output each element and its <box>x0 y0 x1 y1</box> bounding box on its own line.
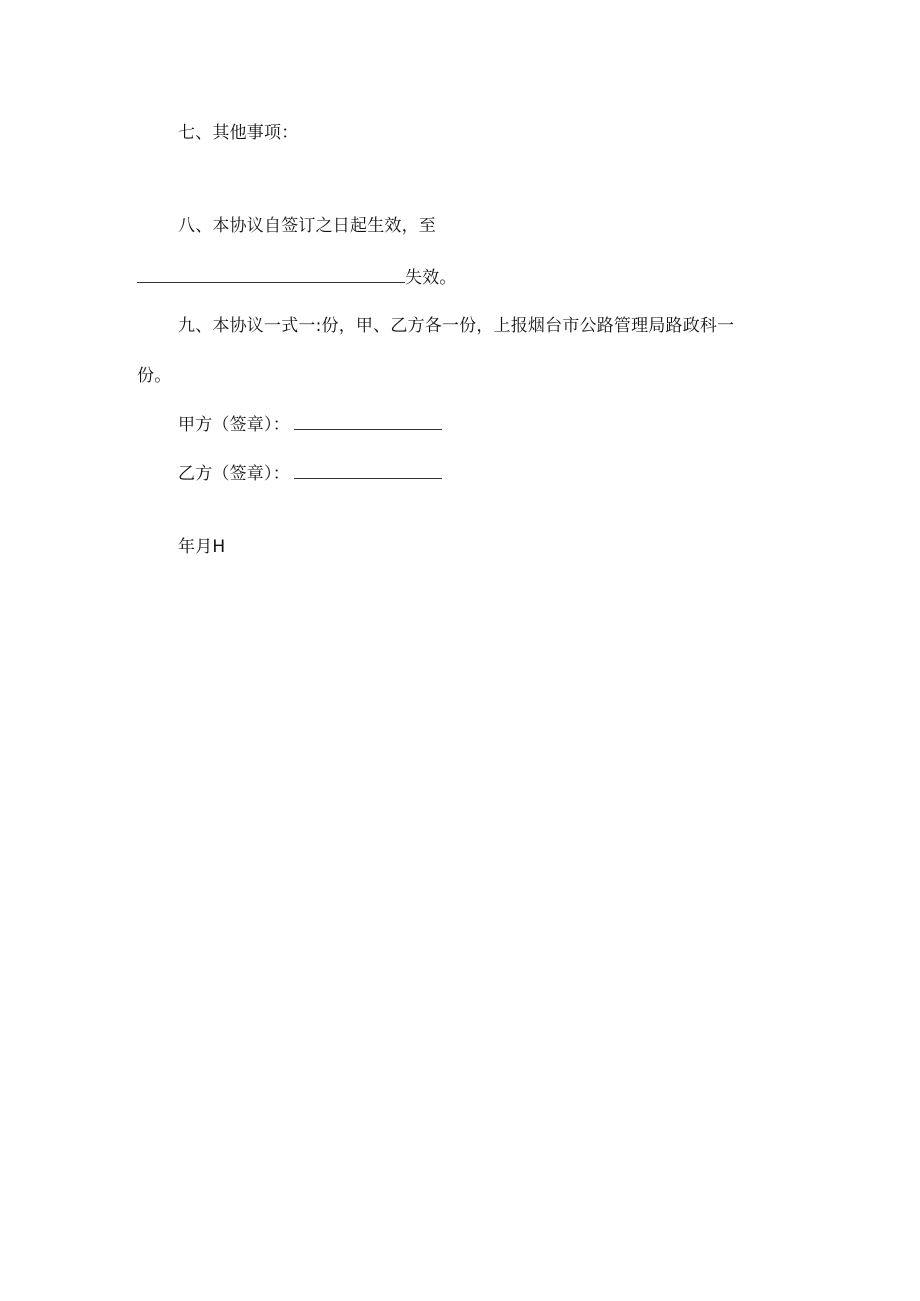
party-b-signature-row <box>178 460 442 486</box>
clause-7-other-matters: 七、其他事项： <box>178 123 299 143</box>
clause-9-copies-line2: 份。 <box>137 366 172 386</box>
clause-9-copies-line1: 九、本协议一式一:份，甲、乙方各一份，上报烟台市公路管理局路政科一 <box>178 316 735 336</box>
clause-8-effective-line2 <box>137 264 457 290</box>
party-a-signature-row <box>178 411 442 437</box>
party-a-signature-blank[interactable] <box>294 411 442 430</box>
clause-8-effective-line1: 八、本协议自签订之日起生效，至 <box>178 216 436 236</box>
party-b-label: 乙方（签章）： <box>178 464 290 484</box>
party-b-signature-blank[interactable] <box>294 460 442 479</box>
party-a-label: 甲方（签章）： <box>178 415 290 435</box>
date-line: 年月H <box>178 537 226 557</box>
expiry-date-blank[interactable] <box>137 264 405 283</box>
clause-8-suffix: 失效。 <box>405 268 457 288</box>
